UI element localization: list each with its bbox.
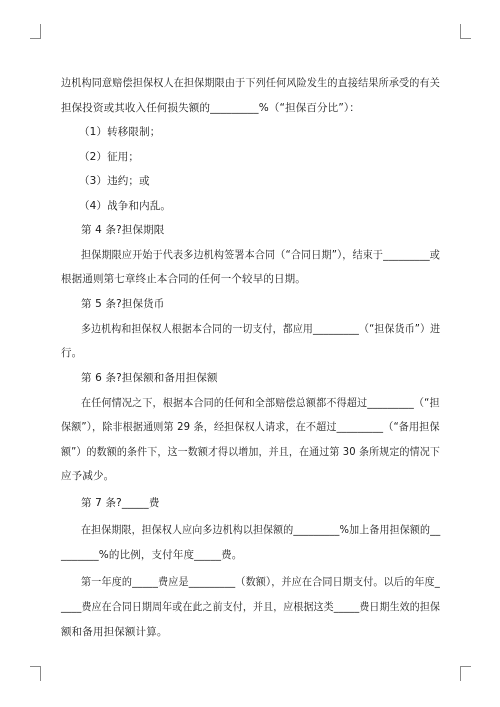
paragraph-line: 边机构同意赔偿担保权人在担保期限由于下列任何风险发生的直接结果所承受的有关 (61, 77, 441, 89)
paragraph-line: 担保期限应开始于代表多边机构签署本合同（“合同日期”），结束于_________或 (81, 249, 441, 261)
paragraph-line: 根据通则第七章终止本合同的任何一个较早的日期。 (61, 273, 306, 285)
section-heading: 第 6 条?担保额和备用担保额 (81, 372, 218, 384)
paragraph-line: 行。 (61, 347, 83, 359)
list-item: （4）战争和内乱。 (79, 200, 172, 212)
list-item: （3）违约；或 (79, 175, 150, 187)
paragraph-line: 在担保期限，担保权人应向多边机构以担保额的_________%加上备用担保额的__ (81, 524, 441, 536)
paragraph-line: 保额”），除非根据通则第 29 条，经担保权人请求，在不超过_________（“备用担保 (61, 421, 440, 433)
paragraph-line: _______%的比例，支付年度_____费。 (61, 549, 243, 561)
list-item: （2）征用； (79, 151, 140, 163)
paragraph-line: 应予减少。 (61, 470, 115, 482)
paragraph-line: 担保投资或其收入任何损失额的_________%（“担保百分比”）： (61, 102, 360, 114)
paragraph-line: 多边机构和担保权人根据本合同的一切支付，都应用_________（“担保货币”）进 (81, 323, 441, 335)
section-heading: 第 5 条?担保货币 (81, 298, 165, 310)
paragraph-line: ____费应在合同日期周年或在此之前支付，并且，应根据这类_____费日期生效的担保 (61, 601, 441, 613)
paragraph-line: 在任何情况之下，根据本合同的任何和全部赔偿总额都不得超过_________（“担 (81, 397, 440, 409)
list-item: （1）转移限制； (79, 126, 161, 138)
section-heading: 第 4 条?担保期限 (81, 224, 165, 236)
paragraph-line: 额和备用担保额计算。 (61, 626, 168, 638)
paragraph-line: 额”）的数额的条件下，这一数额才得以增加，并且，在通过第 30 条所规定的情况下 (61, 446, 440, 458)
paragraph-line: 第一年度的_____费应是_________（数额），并应在合同日期支付。以后的年度_ (81, 576, 440, 588)
section-heading: 第 7 条?_____费 (81, 497, 160, 509)
